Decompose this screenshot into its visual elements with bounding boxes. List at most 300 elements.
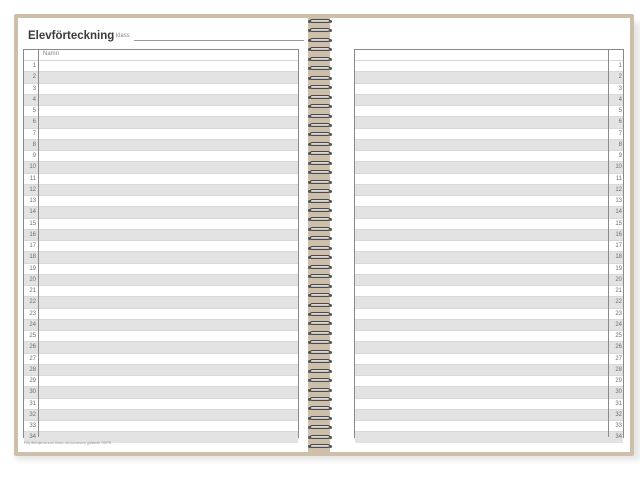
coil-wire bbox=[310, 114, 330, 118]
table-row bbox=[355, 83, 623, 94]
punch-hole bbox=[329, 96, 332, 99]
table-row bbox=[355, 319, 623, 330]
spiral-coil bbox=[307, 122, 333, 129]
row-line bbox=[38, 72, 298, 82]
row-number: 18 bbox=[29, 254, 36, 261]
punch-hole bbox=[329, 67, 332, 70]
row-number: 9 bbox=[32, 153, 36, 159]
table-row bbox=[355, 161, 623, 172]
table-row bbox=[355, 375, 623, 386]
row-number: 1 bbox=[618, 63, 622, 69]
punch-hole bbox=[329, 313, 332, 316]
row-line bbox=[355, 354, 609, 364]
row-line bbox=[355, 331, 609, 341]
punch-hole bbox=[329, 200, 332, 203]
rows-left bbox=[24, 60, 298, 441]
row-line bbox=[355, 129, 609, 139]
row-line bbox=[38, 230, 298, 240]
table-row bbox=[24, 296, 298, 307]
spiral-coil bbox=[307, 254, 333, 261]
row-line bbox=[355, 84, 609, 94]
row-line bbox=[355, 117, 609, 127]
table-row bbox=[24, 83, 298, 94]
row-number: 22 bbox=[615, 299, 622, 306]
table-row bbox=[24, 206, 298, 217]
row-line bbox=[38, 162, 298, 172]
table-row bbox=[24, 60, 298, 71]
spiral-coil bbox=[307, 84, 333, 91]
punch-hole bbox=[329, 162, 332, 165]
coil-wire bbox=[310, 180, 330, 184]
spiral-coil bbox=[307, 188, 333, 195]
spiral-coil bbox=[307, 131, 333, 138]
page-header bbox=[28, 30, 298, 46]
table-row bbox=[355, 150, 623, 161]
spiral-coil bbox=[307, 141, 333, 148]
table-row bbox=[355, 263, 623, 274]
right-page bbox=[330, 18, 630, 452]
row-number: 13 bbox=[615, 198, 622, 204]
row-line bbox=[38, 354, 298, 364]
spiral-coil bbox=[307, 387, 333, 394]
spiral-coil bbox=[307, 330, 333, 337]
coil-wire bbox=[310, 142, 330, 146]
punch-hole bbox=[329, 237, 332, 240]
row-number: 30 bbox=[615, 389, 622, 396]
spiral-coil bbox=[307, 320, 333, 327]
coil-wire bbox=[310, 227, 330, 231]
spiral-coil bbox=[307, 443, 333, 450]
punch-hole bbox=[329, 247, 332, 250]
coil-wire bbox=[310, 95, 330, 99]
row-line bbox=[355, 174, 609, 184]
row-number: 10 bbox=[615, 164, 622, 171]
punch-hole bbox=[329, 332, 332, 335]
row-number: 26 bbox=[29, 344, 36, 351]
table-row bbox=[355, 71, 623, 82]
row-number: 21 bbox=[615, 288, 622, 294]
row-number: 11 bbox=[615, 175, 622, 182]
coil-wire bbox=[310, 293, 330, 297]
table-row bbox=[355, 60, 623, 71]
table-row bbox=[355, 431, 623, 442]
coil-wire bbox=[310, 444, 330, 448]
coil-wire bbox=[310, 274, 330, 278]
coil-wire bbox=[310, 378, 330, 382]
spiral-coil bbox=[307, 169, 333, 176]
table-row bbox=[355, 94, 623, 105]
row-line bbox=[355, 309, 609, 319]
table-row bbox=[24, 364, 298, 375]
row-number: 23 bbox=[29, 310, 36, 317]
name-column-header: Namn bbox=[43, 51, 60, 57]
spiral-coil bbox=[307, 37, 333, 44]
punch-hole bbox=[329, 218, 332, 221]
klass-label: klass bbox=[116, 33, 130, 39]
row-number: 14 bbox=[29, 209, 36, 216]
spiral-coil bbox=[307, 46, 333, 53]
row-number: 31 bbox=[29, 400, 36, 407]
punch-hole bbox=[329, 322, 332, 325]
coil-wire bbox=[310, 151, 330, 155]
row-number: 11 bbox=[29, 175, 36, 182]
table-row bbox=[355, 308, 623, 319]
table-row bbox=[24, 319, 298, 330]
spiral-coil bbox=[307, 226, 333, 233]
spiral-coil bbox=[307, 113, 333, 120]
punch-hole bbox=[329, 417, 332, 420]
punch-hole bbox=[329, 398, 332, 401]
punch-hole bbox=[329, 266, 332, 269]
table-row bbox=[355, 251, 623, 262]
row-number: 18 bbox=[615, 254, 622, 261]
row-line bbox=[38, 174, 298, 184]
table-row bbox=[24, 116, 298, 127]
row-number: 29 bbox=[29, 378, 36, 384]
row-line bbox=[38, 129, 298, 139]
table-row bbox=[24, 308, 298, 319]
row-line bbox=[355, 376, 609, 386]
row-number: 2 bbox=[32, 74, 36, 81]
coil-wire bbox=[310, 19, 330, 23]
punch-hole bbox=[329, 124, 332, 127]
table-row bbox=[24, 353, 298, 364]
table-row bbox=[355, 398, 623, 409]
punch-hole bbox=[329, 77, 332, 80]
spiral-coil bbox=[307, 264, 333, 271]
number-column bbox=[24, 50, 39, 437]
table-row bbox=[355, 128, 623, 139]
row-number: 32 bbox=[29, 411, 36, 418]
coil-wire bbox=[310, 312, 330, 316]
coil-wire bbox=[310, 76, 330, 80]
spiral-coil bbox=[307, 75, 333, 82]
row-line bbox=[38, 185, 298, 195]
table-row bbox=[24, 128, 298, 139]
row-line bbox=[38, 252, 298, 262]
row-number: 8 bbox=[32, 141, 36, 148]
spiral-coil bbox=[307, 377, 333, 384]
punch-hole bbox=[329, 407, 332, 410]
coil-wire bbox=[310, 57, 330, 61]
coil-wire bbox=[310, 38, 330, 42]
row-line bbox=[355, 241, 609, 251]
row-number: 15 bbox=[29, 220, 36, 227]
row-number: 13 bbox=[29, 198, 36, 204]
row-line bbox=[38, 84, 298, 94]
row-line bbox=[355, 410, 609, 420]
coil-wire bbox=[310, 425, 330, 429]
spiral-coil bbox=[307, 235, 333, 242]
table-row bbox=[24, 94, 298, 105]
row-line bbox=[355, 275, 609, 285]
row-line bbox=[355, 342, 609, 352]
row-number: 33 bbox=[615, 423, 622, 429]
row-number: 4 bbox=[32, 96, 36, 103]
row-number: 6 bbox=[32, 119, 36, 126]
table-row bbox=[355, 364, 623, 375]
punch-hole bbox=[329, 143, 332, 146]
spiral-coil bbox=[307, 273, 333, 280]
table-row bbox=[355, 173, 623, 184]
row-line bbox=[38, 320, 298, 330]
page-title: Elevförteckning bbox=[28, 30, 115, 42]
table-row bbox=[24, 251, 298, 262]
table-row bbox=[24, 173, 298, 184]
row-line bbox=[355, 95, 609, 105]
row-number: 17 bbox=[29, 243, 36, 249]
punch-hole bbox=[329, 436, 332, 439]
row-line bbox=[38, 342, 298, 352]
spiral-coil bbox=[307, 415, 333, 422]
row-number: 10 bbox=[29, 164, 36, 171]
row-number: 27 bbox=[615, 355, 622, 362]
row-number: 16 bbox=[615, 231, 622, 238]
row-line bbox=[38, 376, 298, 386]
table-row bbox=[355, 139, 623, 150]
table-row bbox=[24, 195, 298, 206]
table-row bbox=[24, 263, 298, 274]
row-line bbox=[355, 264, 609, 274]
table-row bbox=[24, 285, 298, 296]
table-row bbox=[355, 206, 623, 217]
punch-hole bbox=[329, 228, 332, 231]
table-row bbox=[355, 116, 623, 127]
row-line bbox=[355, 106, 609, 116]
coil-wire bbox=[310, 85, 330, 89]
row-number: 24 bbox=[615, 321, 622, 328]
row-line bbox=[355, 387, 609, 397]
row-number: 12 bbox=[615, 186, 622, 193]
row-line bbox=[355, 252, 609, 262]
row-line bbox=[355, 207, 609, 217]
spiral-coil bbox=[307, 424, 333, 431]
table-row bbox=[355, 218, 623, 229]
row-number: 14 bbox=[615, 209, 622, 216]
table-row bbox=[24, 150, 298, 161]
coil-wire bbox=[310, 359, 330, 363]
row-number: 22 bbox=[29, 299, 36, 306]
table-row bbox=[24, 71, 298, 82]
punch-hole bbox=[329, 171, 332, 174]
coil-wire bbox=[310, 284, 330, 288]
row-line bbox=[38, 297, 298, 307]
coil-wire bbox=[310, 66, 330, 70]
row-number: 5 bbox=[618, 108, 622, 114]
table-row bbox=[24, 161, 298, 172]
row-line bbox=[38, 309, 298, 319]
coil-wire bbox=[310, 388, 330, 392]
punch-hole bbox=[329, 389, 332, 392]
spiral-coil bbox=[307, 311, 333, 318]
coil-wire bbox=[310, 321, 330, 325]
table-row bbox=[24, 105, 298, 116]
spiral-coil bbox=[307, 94, 333, 101]
punch-hole bbox=[329, 341, 332, 344]
table-row bbox=[24, 229, 298, 240]
row-line bbox=[38, 151, 298, 161]
spiral-coil bbox=[307, 302, 333, 309]
number-column bbox=[608, 50, 623, 437]
spiral-coil bbox=[307, 18, 333, 25]
table-row bbox=[355, 296, 623, 307]
row-line bbox=[355, 140, 609, 150]
punch-hole bbox=[329, 20, 332, 23]
punch-hole bbox=[329, 105, 332, 108]
row-number: 30 bbox=[29, 389, 36, 396]
spiral-coil bbox=[307, 27, 333, 34]
row-number: 7 bbox=[32, 130, 36, 137]
row-line bbox=[355, 185, 609, 195]
table-row bbox=[24, 240, 298, 251]
table-row bbox=[355, 341, 623, 352]
klass-line bbox=[134, 40, 304, 41]
punch-hole bbox=[329, 133, 332, 136]
spiral-coil bbox=[307, 245, 333, 252]
table-row bbox=[24, 341, 298, 352]
row-line bbox=[38, 106, 298, 116]
coil-wire bbox=[310, 331, 330, 335]
punch-hole bbox=[329, 351, 332, 354]
row-number: 9 bbox=[618, 153, 622, 159]
coil-wire bbox=[310, 123, 330, 127]
coil-wire bbox=[310, 47, 330, 51]
table-row bbox=[24, 274, 298, 285]
table-row bbox=[355, 240, 623, 251]
table-row bbox=[355, 409, 623, 420]
punch-hole bbox=[329, 370, 332, 373]
row-line bbox=[38, 275, 298, 285]
punch-hole bbox=[329, 285, 332, 288]
table-row bbox=[24, 398, 298, 409]
row-number: 6 bbox=[618, 119, 622, 126]
coil-wire bbox=[310, 170, 330, 174]
punch-hole bbox=[329, 379, 332, 382]
coil-wire bbox=[310, 217, 330, 221]
coil-wire bbox=[310, 255, 330, 259]
punch-hole bbox=[329, 29, 332, 32]
punch-hole bbox=[329, 86, 332, 89]
table-row bbox=[355, 420, 623, 431]
spiral-coil bbox=[307, 160, 333, 167]
spiral-coil bbox=[307, 198, 333, 205]
row-number: 4 bbox=[618, 96, 622, 103]
row-number: 31 bbox=[615, 400, 622, 407]
row-number: 16 bbox=[29, 231, 36, 238]
punch-hole bbox=[329, 48, 332, 51]
row-line bbox=[38, 421, 298, 431]
row-number: 7 bbox=[618, 130, 622, 137]
punch-hole bbox=[329, 190, 332, 193]
row-line bbox=[38, 140, 298, 150]
table-row bbox=[24, 409, 298, 420]
row-number: 20 bbox=[29, 276, 36, 283]
punch-hole bbox=[329, 39, 332, 42]
spiral-coil bbox=[307, 368, 333, 375]
row-line bbox=[355, 432, 609, 442]
spiral-coil bbox=[307, 283, 333, 290]
row-line bbox=[38, 207, 298, 217]
row-line bbox=[38, 264, 298, 274]
row-number: 29 bbox=[615, 378, 622, 384]
spiral-coil bbox=[307, 65, 333, 72]
row-number: 21 bbox=[29, 288, 36, 294]
table-row bbox=[355, 386, 623, 397]
coil-wire bbox=[310, 236, 330, 240]
row-line bbox=[38, 219, 298, 229]
row-line bbox=[38, 387, 298, 397]
row-number: 33 bbox=[29, 423, 36, 429]
coil-wire bbox=[310, 208, 330, 212]
spiral-coil bbox=[307, 179, 333, 186]
row-line bbox=[355, 230, 609, 240]
spiral-coil bbox=[307, 349, 333, 356]
table-row bbox=[355, 285, 623, 296]
row-number: 19 bbox=[615, 265, 622, 272]
gdpr-footer: Följ riktlinjerna som finns i din kommuns gällande GDPR. bbox=[24, 441, 113, 445]
row-line bbox=[38, 196, 298, 206]
punch-hole bbox=[329, 115, 332, 118]
row-number: 24 bbox=[29, 321, 36, 328]
table-row bbox=[355, 274, 623, 285]
row-number: 15 bbox=[615, 220, 622, 227]
row-number: 17 bbox=[615, 243, 622, 249]
row-number: 28 bbox=[29, 366, 36, 373]
row-line bbox=[355, 196, 609, 206]
punch-hole bbox=[329, 294, 332, 297]
table-row bbox=[24, 420, 298, 431]
spiral-coil bbox=[307, 292, 333, 299]
spiral-coil bbox=[307, 434, 333, 441]
coil-wire bbox=[310, 265, 330, 269]
coil-wire bbox=[310, 406, 330, 410]
punch-hole bbox=[329, 256, 332, 259]
coil-wire bbox=[310, 416, 330, 420]
row-line bbox=[355, 286, 609, 296]
table-row bbox=[24, 218, 298, 229]
punch-hole bbox=[329, 181, 332, 184]
spiral-coil bbox=[307, 405, 333, 412]
row-number: 25 bbox=[615, 333, 622, 339]
row-number: 25 bbox=[29, 333, 36, 339]
row-line bbox=[355, 151, 609, 161]
row-number: 3 bbox=[618, 85, 622, 92]
row-number: 8 bbox=[618, 141, 622, 148]
table-row bbox=[355, 105, 623, 116]
table-row bbox=[24, 330, 298, 341]
coil-wire bbox=[310, 303, 330, 307]
table-row bbox=[355, 195, 623, 206]
coil-wire bbox=[310, 104, 330, 108]
coil-wire bbox=[310, 435, 330, 439]
row-line bbox=[38, 410, 298, 420]
row-number: 19 bbox=[29, 265, 36, 272]
row-line bbox=[38, 61, 298, 71]
left-page bbox=[18, 18, 308, 452]
table-row bbox=[24, 375, 298, 386]
row-line bbox=[38, 331, 298, 341]
row-line bbox=[355, 219, 609, 229]
coil-wire bbox=[310, 350, 330, 354]
punch-hole bbox=[329, 445, 332, 448]
spiral-coil bbox=[307, 56, 333, 63]
row-number: 34 bbox=[29, 434, 36, 441]
row-line bbox=[38, 95, 298, 105]
table-row bbox=[355, 330, 623, 341]
punch-hole bbox=[329, 304, 332, 307]
rows-right bbox=[355, 60, 623, 441]
table-row bbox=[355, 184, 623, 195]
